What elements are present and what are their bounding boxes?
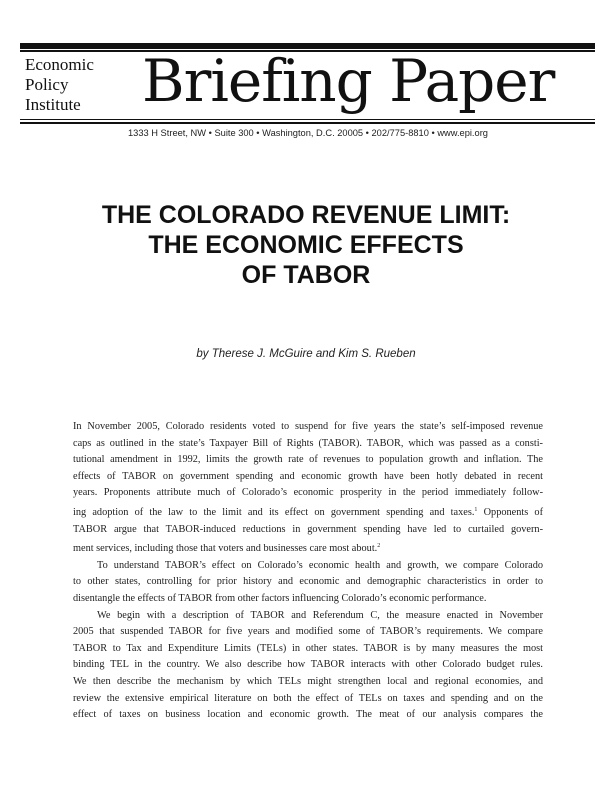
org-line-1: Economic	[25, 55, 94, 74]
masthead-rule-lower-thin	[20, 119, 595, 120]
body-line: binding TEL in the country. We also describe how TABOR interacts with other Colorado budget rules.	[73, 659, 543, 671]
body-line: to other states, controlling for prior history and economic and demographic characteristics in order to	[73, 576, 543, 588]
body-text	[73, 419, 543, 724]
org-line-3: Institute	[25, 95, 81, 114]
masthead-title: Briefing Paper	[142, 47, 555, 115]
body-line-with-footnote	[73, 538, 543, 558]
body-line: tutional amendment in 1992, limits the growth rate of revenues to population growth and inflation. The	[73, 454, 543, 466]
paragraph-2	[73, 558, 543, 608]
body-line: TABOR argue that TABOR-induced reductions in government spending have led to curtailed govern-	[73, 523, 543, 535]
org-name-logo	[25, 55, 94, 115]
footnote-ref-1: 1	[474, 506, 478, 513]
body-line: We begin with a description of TABOR and Referendum C, the measure enacted in November	[97, 609, 543, 621]
paper-title	[40, 200, 572, 290]
paragraph-3	[73, 608, 543, 724]
byline: by Therese J. McGuire and Kim S. Rueben	[196, 348, 416, 360]
body-line: disentangle the effects of TABOR from other factors influencing Colorado’s economic performance.	[73, 592, 487, 604]
body-line: years. Proponents attribute much of Colorado’s economic prosperity in the period immediately follow-	[73, 487, 543, 499]
org-line-2: Policy	[25, 75, 69, 94]
body-text-fragment: ment services, including those that voters and businesses care most about.	[73, 543, 378, 555]
body-line: To understand TABOR’s effect on Colorado’s economic health and growth, we compare Colorado	[97, 559, 543, 571]
paragraph-1	[73, 419, 543, 558]
body-line-with-footnote	[73, 502, 543, 522]
address-line: 1333 H Street, NW • Suite 300 • Washington, D.C. 20005 • 202/775-8810 • www.epi.org	[128, 128, 488, 138]
title-line-2: THE ECONOMIC EFFECTS	[148, 231, 464, 259]
body-line: 2005 that suspended TABOR for five years and modified some of TABOR’s requirements. We compare	[73, 626, 543, 638]
body-text-fragment: ing adoption of the law to the limit and its effect on government spending and taxes.	[73, 506, 475, 518]
body-line: TABOR to Tax and Expenditure Limits (TELs) in other states. TABOR is by many measures the most	[73, 642, 543, 654]
footnote-ref-2: 2	[377, 543, 381, 550]
body-line: effects of TABOR on government spending and economic growth have been hotly debated in recent	[73, 470, 543, 482]
title-line-3: OF TABOR	[241, 261, 371, 289]
body-line: caps as outlined in the state’s Taxpayer Bill of Rights (TABOR). TABOR, which was passed as a consti-	[73, 437, 543, 449]
body-line: We then describe the mechanism by which TELs might strengthen local and regional economies, and	[73, 675, 543, 687]
masthead-rule-bottom	[20, 122, 595, 124]
body-line: effect of taxes on business location and economic growth. The meat of our analysis compares the	[73, 709, 543, 721]
body-line: In November 2005, Colorado residents voted to suspend for five years the state’s self-imposed revenue	[73, 421, 543, 432]
body-line: review the extensive empirical literature on both the effect of TELs on taxes and spending and on the	[73, 692, 543, 704]
title-line-1: THE COLORADO REVENUE LIMIT:	[101, 201, 511, 229]
body-text-fragment: Opponents of	[477, 506, 544, 518]
